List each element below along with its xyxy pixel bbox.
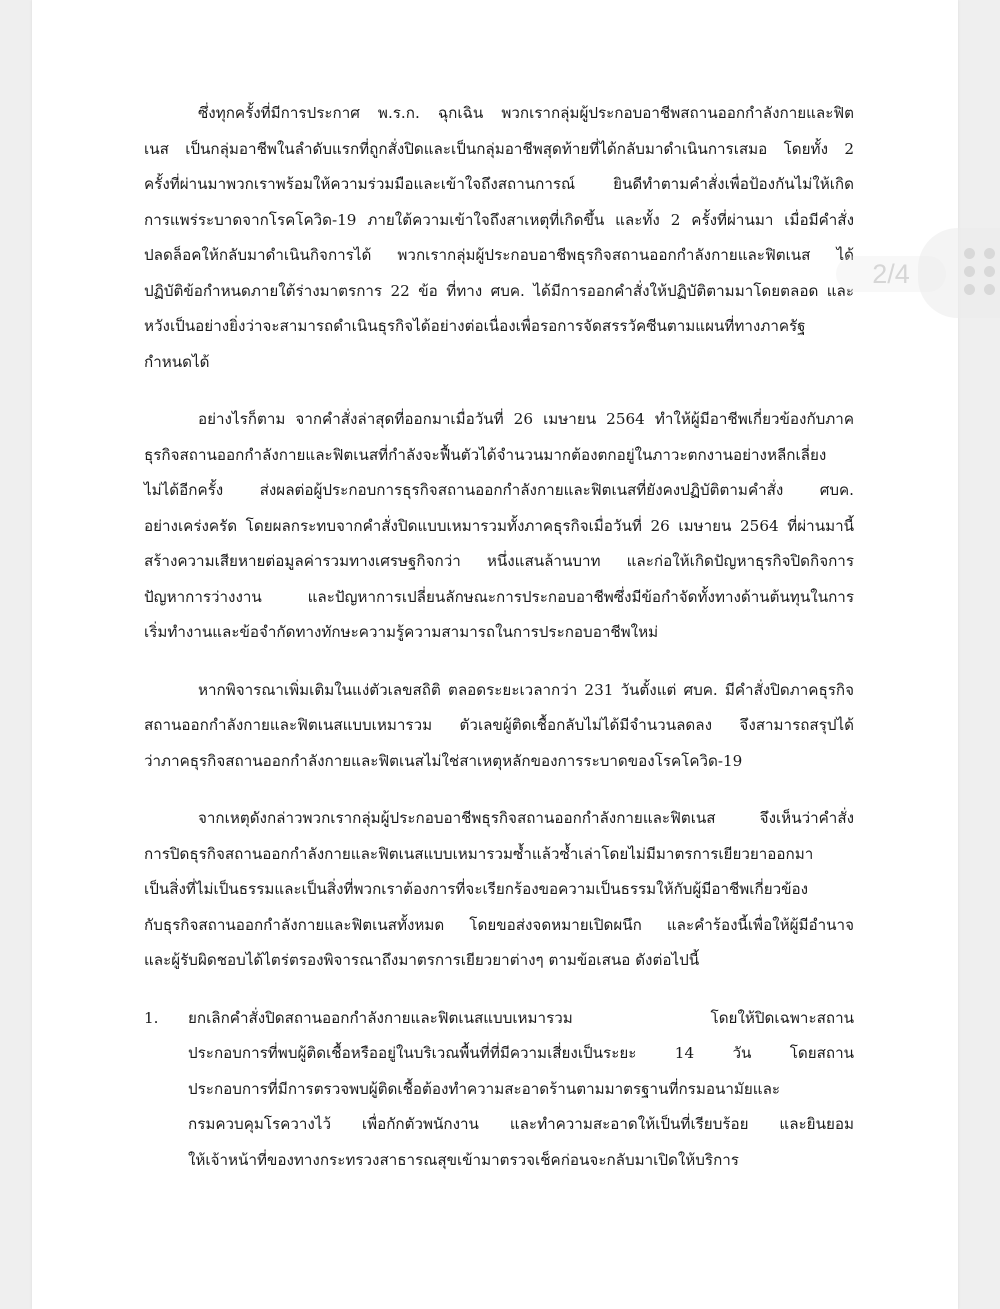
text-line: ปลดล็อคให้กลับมาดำเนินกิจการได้ พวกเรากลุ่มผู้ประกอบอาชีพธุรกิจสถานออกกำลังกายและฟิตเนส ได้ [144, 246, 854, 264]
text-line: ครั้งที่ผ่านมาพวกเราพร้อมให้ความร่วมมือและเข้าใจถึงสถานการณ์ ยินดีทำตามคำสั่งเพื่อป้องกันไม่ให้เกิด [144, 175, 854, 193]
text-line: และผู้รับผิดชอบได้ไตร่ตรองพิจารณาถึงมาตรการเยียวยาต่างๆ ตามข้อเสนอ ดังต่อไปนี้ [144, 951, 700, 969]
text-line: การแพร่ระบาดจากโรคโควิด-19 ภายใต้ความเข้าใจถึงสาเหตุที่เกิดขึ้น และทั้ง 2 ครั้งที่ผ่านมา เมื่อมีคำสั่ง [144, 210, 854, 229]
document-content [144, 96, 854, 1178]
document-page [32, 0, 958, 1309]
text-line: ว่าภาคธุรกิจสถานออกกำลังกายและฟิตเนสไม่ใช่สาเหตุหลักของการระบาดของโรคโควิด-19 [144, 751, 743, 770]
text-line: เป็นสิ่งที่ไม่เป็นธรรมและเป็นสิ่งที่พวกเราต้องการที่จะเรียกร้องขอความเป็นธรรมให้กับผู้มีอาชีพเกี่ยวข้อง [144, 880, 809, 898]
list-text-line: ยกเลิกคำสั่งปิดสถานออกกำลังกายและฟิตเนสแบบเหมารวม โดยให้ปิดเฉพาะสถาน [188, 1008, 854, 1027]
list-text-line: ประกอบการที่มีการตรวจพบผู้ติดเชื้อต้องทำความสะอาดร้านตามมาตรฐานที่กรมอนามัยและ [188, 1079, 781, 1098]
page-indicator: 2/4 [836, 256, 946, 292]
text-line: หากพิจารณาเพิ่มเติมในแง่ตัวเลขสถิติ ตลอดระยะเวลากว่า 231 วันตั้งแต่ ศบค. มีคำสั่งปิดภาคธุรกิจ [198, 680, 854, 699]
list-text-line: กรมควบคุมโรควางไว้ เพื่อกักตัวพนักงาน และทำความสะอาดให้เป็นที่เรียบร้อย และยินยอม [188, 1115, 854, 1133]
text-line: อย่างไรก็ตาม จากคำสั่งล่าสุดที่ออกมาเมื่อวันที่ 26 เมษายน 2564 ทำให้ผู้มีอาชีพเกี่ยวข้องกับภาค [198, 410, 854, 428]
text-line: ซึ่งทุกครั้งที่มีการประกาศ พ.ร.ก. ฉุกเฉิน พวกเรากลุ่มผู้ประกอบอาชีพสถานออกกำลังกายและฟิต [198, 104, 854, 122]
list-item [144, 1001, 854, 1179]
text-line: จากเหตุดังกล่าวพวกเรากลุ่มผู้ประกอบอาชีพธุรกิจสถานออกกำลังกายและฟิตเนส จึงเห็นว่าคำสั่ง [198, 809, 854, 827]
list-text-line: ประกอบการที่พบผู้ติดเชื้อหรืออยู่ในบริเวณพื้นที่ที่มีความเสี่ยงเป็นระยะ 14 วัน โดยสถาน [188, 1044, 854, 1062]
text-line: เนส เป็นกลุ่มอาชีพในลำดับแรกที่ถูกสั่งปิดและเป็นกลุ่มอาชีพสุดท้ายที่ได้กลับมาดำเนินการเสมอ โดยทั้ง 2 [144, 139, 854, 158]
text-line: อย่างเคร่งครัด โดยผลกระทบจากคำสั่งปิดแบบเหมารวมทั้งภาคธุรกิจเมื่อวันที่ 26 เมษายน 2564 ที่ผ่านมานี้ [144, 516, 854, 535]
paragraph [144, 673, 854, 780]
text-line: เริ่มทำงานและข้อจำกัดทางทักษะความรู้ความสามารถในการประกอบอาชีพใหม่ [144, 623, 659, 641]
text-line: หวังเป็นอย่างยิ่งว่าจะสามารถดำเนินธุรกิจได้อย่างต่อเนื่องเพื่อรอการจัดสรรวัคซีนตามแผนที่ทางภาครัฐ [144, 317, 806, 335]
paragraph [144, 801, 854, 979]
text-line: กำหนดได้ [144, 352, 210, 371]
text-line: ปัญหาการว่างงาน และปัญหาการเปลี่ยนลักษณะการประกอบอาชีพซึ่งมีข้อกำจัดทั้งทางด้านต้นทุนในการ [144, 587, 854, 606]
list-number: 1. [144, 1008, 159, 1027]
text-line: ปฏิบัติข้อกำหนดภายใต้ร่างมาตรการ 22 ข้อ ที่ทาง ศบค. ได้มีการออกคำสั่งให้ปฏิบัติตามมาโดยตลอด และ [144, 281, 854, 300]
text-line: การปิดธุรกิจสถานออกกำลังกายและฟิตเนสแบบเหมารวมซ้ำแล้วซ้ำเล่าโดยไม่มีมาตรการเยียวยาออกมา [144, 844, 814, 863]
paragraph [144, 402, 854, 651]
text-line: สถานออกกำลังกายและฟิตเนสแบบเหมารวม ตัวเลขผู้ติดเชื้อกลับไม่ได้มีจำนวนลดลง จึงสามารถสรุปได้ [144, 716, 854, 734]
list-text-line: ให้เจ้าหน้าที่ของทางกระทรวงสาธารณสุขเข้ามาตรวจเช็คก่อนจะกลับมาเปิดให้บริการ [188, 1150, 739, 1169]
text-line: กับธุรกิจสถานออกกำลังกายและฟิตเนสทั้งหมด โดยขอส่งจดหมายเปิดผนึก และคำร้องนี้เพื่อให้ผู้มีอำนาจ [144, 915, 854, 934]
paragraph [144, 96, 854, 380]
text-line: ไม่ได้อีกครั้ง ส่งผลต่อผู้ประกอบการธุรกิจสถานออกกำลังกายและฟิตเนสที่ยังคงปฏิบัติตามคำสั่ง ศบค. [144, 481, 854, 499]
text-line: ธุรกิจสถานออกกำลังกายและฟิตเนสที่กำลังจะฟื้นตัวได้จำนวนมากต้องตกอยู่ในภาวะตกงานอย่างหลีกเลี่ยง [144, 445, 827, 464]
grip-dots-icon[interactable] [964, 248, 1000, 300]
text-line: สร้างความเสียหายต่อมูลค่ารวมทางเศรษฐกิจกว่า หนึ่งแสนล้านบาท และก่อให้เกิดปัญหาธุรกิจปิดกิจการ [144, 552, 854, 570]
